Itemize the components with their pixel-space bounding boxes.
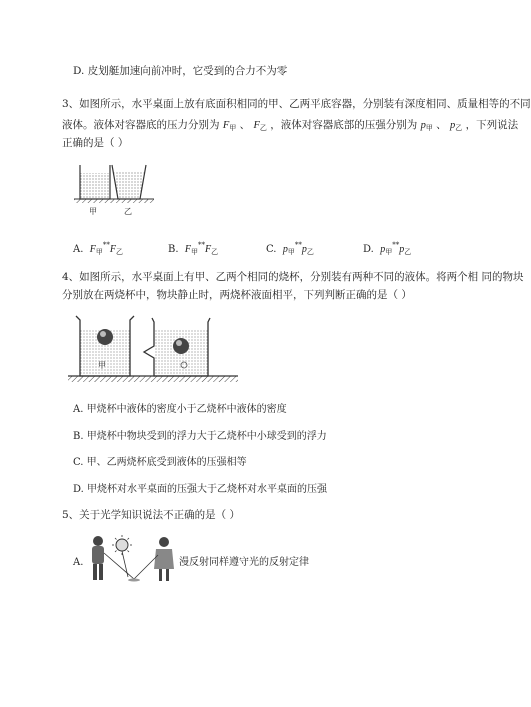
q4-option-c: C. 甲、乙两烧杯底受到液体的压强相等 (73, 457, 247, 468)
q4-beakers-figure (68, 312, 238, 388)
q4-option-d: D. 甲烧杯对水平桌面的压强大于乙烧杯对水平桌面的压强 (73, 484, 328, 495)
q3-containers-figure (74, 160, 154, 220)
q3-line-1: 3、如图所示，水平桌面上放有底面积相同的甲、乙两平底容器，分别装有深度相同、质量相等的不同 (62, 98, 531, 110)
q5-option-a-caption: 漫反射同样遵守光的反射定律 (179, 557, 309, 568)
q5-line-1: 5、关于光学知识说法不正确的是（ ） (62, 509, 241, 521)
q3-p-yi: $p_乙$ (450, 120, 463, 132)
q3-option-b: B. $F_甲^{**}F_乙$ (168, 241, 219, 256)
q3-fig-label-yi: 乙 (124, 207, 132, 216)
q3-p-jia: $p_甲$ (420, 120, 433, 132)
q4-line-1: 4、如图所示，水平桌面上有甲、乙两个相同的烧杯，分别装有两种不同的液体。将两个相 同的物块 (62, 271, 524, 283)
q5-diffuse-reflection-figure (84, 533, 184, 589)
q3-option-a: A. $F_甲^{**}F_乙$ (73, 241, 123, 256)
q4-option-a: A. 甲烧杯中液体的密度小于乙烧杯中液体的密度 (73, 404, 287, 415)
q3-line-2: 液体。液体对容器底的压力分别为 $F_甲$ 、 $F_乙$ ，液体对容器底部的压强分别为 $p_甲$ 、 $p_乙$ ，下列说法 (62, 119, 519, 132)
q2-option-d: D. 皮划艇加速向前冲时，它受到的合力不为零 (73, 65, 288, 77)
q3-option-c: C. $p_甲^{**}p_乙$ (266, 241, 314, 256)
q4-line-2: 分别放在两烧杯中，物块静止时，两烧杯液面相平，下列判断正确的是（ ） (62, 289, 412, 301)
q4-option-b: B. 甲烧杯中物块受到的浮力大于乙烧杯中小球受到的浮力 (73, 431, 327, 442)
q3-option-d: D. $p_甲^{**}p_乙$ (363, 241, 412, 256)
q3-fig-label-jia: 甲 (89, 207, 97, 216)
q5-option-a-letter: A. (73, 557, 84, 568)
q3-line-3: 正确的是（ ） (62, 137, 129, 149)
q4-fig-label-jia: 甲 (98, 361, 106, 370)
q3-F-jia: $F_甲$ (222, 120, 237, 132)
q3-F-yi: $F_乙$ (253, 120, 267, 132)
